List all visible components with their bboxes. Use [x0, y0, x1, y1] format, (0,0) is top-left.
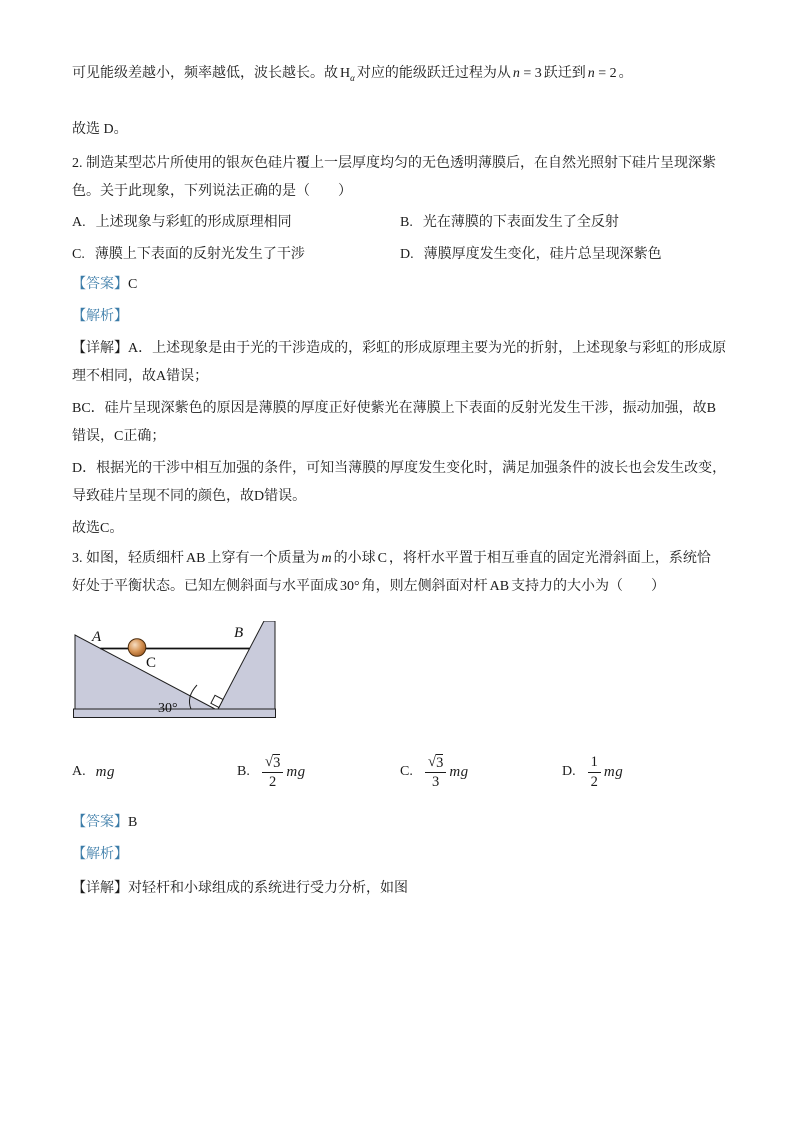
q2-detail-line2: 理不相同，故A错误；: [72, 369, 209, 384]
q3-option-c-fraction: √ 3 3: [425, 754, 446, 790]
q3-option-a-formula: mg: [95, 763, 115, 780]
q2-option-d: [400, 241, 727, 269]
q3-option-b-fraction: √ 3 2: [262, 754, 283, 790]
angle-30-symbol: 30°: [340, 579, 360, 594]
q3-detail-label: 【详解】: [72, 881, 128, 896]
q2-option-a-label: A.: [72, 215, 86, 230]
q2-stem-line1: 2. 制造某型芯片所使用的银灰色硅片覆上一层厚度均匀的无色透明薄膜后，在自然光照射下硅片呈现深紫: [72, 156, 716, 171]
figure-label-c: C: [146, 655, 157, 671]
q3-answer-label: 【答案】: [72, 815, 128, 830]
ball-c: [128, 639, 146, 657]
incline-figure-svg: [72, 621, 278, 720]
q3-detail-text: 对轻杆和小球组成的系统进行受力分析，如图: [128, 881, 408, 896]
q1-text-3: 跃迁到: [543, 66, 586, 81]
q3-text-6: 角，则左侧斜面对杆: [361, 579, 488, 594]
q3-text-2: 上穿有一个质量为: [207, 551, 320, 566]
n-equals-3: n = 3: [512, 66, 542, 81]
q1-text-2: 对应的能级跃迁过程为从: [356, 66, 511, 81]
q2-detail-line3: BC．硅片呈现深紫色的原因是薄膜的厚度正好使紫光在薄膜上下表面的反射光发生干涉，振动加强，故B: [72, 401, 717, 416]
q3-text-4: ，将杆水平置于相互垂直的固定光滑斜面上，系统恰: [388, 551, 711, 566]
incline-figure: [72, 621, 727, 725]
q2-detail-label: 【详解】: [72, 341, 128, 356]
q2-option-c-label: C.: [72, 247, 85, 262]
q3-option-c: [400, 754, 562, 790]
q2-detail-line6: 导致硅片呈现不同的颜色，故D错误。: [72, 489, 307, 504]
q2-options-row2: [72, 241, 727, 269]
q2-detail-line4: 错误，C正确；: [72, 429, 166, 444]
q2-option-c-text: 薄膜上下表面的反射光发生了干涉: [94, 247, 305, 262]
q3-option-a: [72, 764, 237, 781]
q3-option-d: [562, 754, 727, 789]
q3-answer-value: B: [128, 815, 138, 830]
right-incline: [218, 621, 275, 709]
q2-option-a-text: 上述现象与彩虹的形成原理相同: [95, 215, 292, 230]
figure-label-b: B: [234, 625, 244, 641]
q2-option-d-label: D.: [400, 247, 414, 262]
q3-stem-line1: [72, 545, 727, 573]
q2-analysis-line: [72, 303, 727, 331]
mass-m-symbol: m: [321, 551, 332, 566]
q3-option-b: [237, 754, 400, 790]
h-alpha-symbol: $H_\alpha$: [340, 66, 355, 83]
rod-ab-symbol: AB: [186, 551, 206, 566]
q3-option-b-suffix: mg: [286, 763, 306, 780]
q2-option-b-text: 光在薄膜的下表面发生了全反射: [422, 215, 619, 230]
q2-option-c: [72, 241, 400, 269]
figure-label-a: A: [92, 629, 102, 645]
q3-text-5: 好处于平衡状态。已知左侧斜面与水平面成: [72, 579, 338, 594]
q2-detail-line1: [72, 335, 727, 363]
q2-detail-text1: A．上述现象是由于光的干涉造成的，彩虹的形成原理主要为光的折射，上述现象与彩虹的形成原: [128, 341, 727, 356]
q1-conclusion: 故选 D。: [72, 122, 128, 137]
q3-option-c-label: C.: [400, 764, 413, 779]
n-equals-2: n = 2: [587, 66, 617, 81]
q3-text-3: 的小球: [333, 551, 376, 566]
q2-answer-line: [72, 271, 727, 299]
q2-option-b: [400, 209, 727, 237]
figure-angle-label: 30°: [158, 701, 178, 716]
q3-text-7: 支持力的大小为（ ）: [511, 579, 666, 594]
q3-option-d-suffix: mg: [603, 763, 624, 780]
q3-text-1: 3. 如图，轻质细杆: [72, 551, 184, 566]
q2-option-d-text: 薄膜厚度发生变化，硅片总呈现深紫色: [423, 247, 662, 262]
q3-answer-line: [72, 809, 727, 837]
q3-option-d-fraction: $\frac{1}{2}$: [588, 754, 601, 789]
q2-option-a: [72, 209, 400, 237]
q3-option-a-label: A.: [72, 764, 86, 779]
q1-text-4: 。: [618, 66, 633, 81]
q2-answer-value: C: [128, 277, 138, 292]
q3-stem-line2: [72, 573, 727, 601]
q2-answer-label: 【答案】: [72, 277, 128, 292]
q1-text-1: 可见能级差越小，频率越低，波长越长。故: [72, 66, 338, 81]
q3-detail-line: [72, 875, 727, 903]
q2-conclusion: 故选C。: [72, 521, 124, 536]
q2-stem-line2: 色。关于此现象，下列说法正确的是（ ）: [72, 184, 352, 199]
q3-analysis-label: 【解析】: [72, 847, 128, 862]
q2-analysis-label: 【解析】: [72, 309, 128, 324]
q2-options-row1: [72, 209, 727, 237]
q3-option-d-label: D.: [562, 764, 576, 779]
q3-analysis-line: [72, 841, 727, 869]
rod-ab-symbol-2: AB: [489, 579, 510, 594]
q3-option-c-suffix: mg: [449, 763, 469, 780]
q3-option-b-label: B.: [237, 764, 250, 779]
q3-options-row: [72, 749, 727, 795]
q2-detail-line5: D．根据光的干涉中相互加强的条件，可知当薄膜的厚度发生变化时，满足加强条件的波长也会发生改变，: [72, 461, 727, 476]
q1-explanation-line: [72, 60, 727, 92]
q2-option-b-label: B.: [400, 215, 413, 230]
ball-c-symbol: C: [377, 551, 387, 566]
